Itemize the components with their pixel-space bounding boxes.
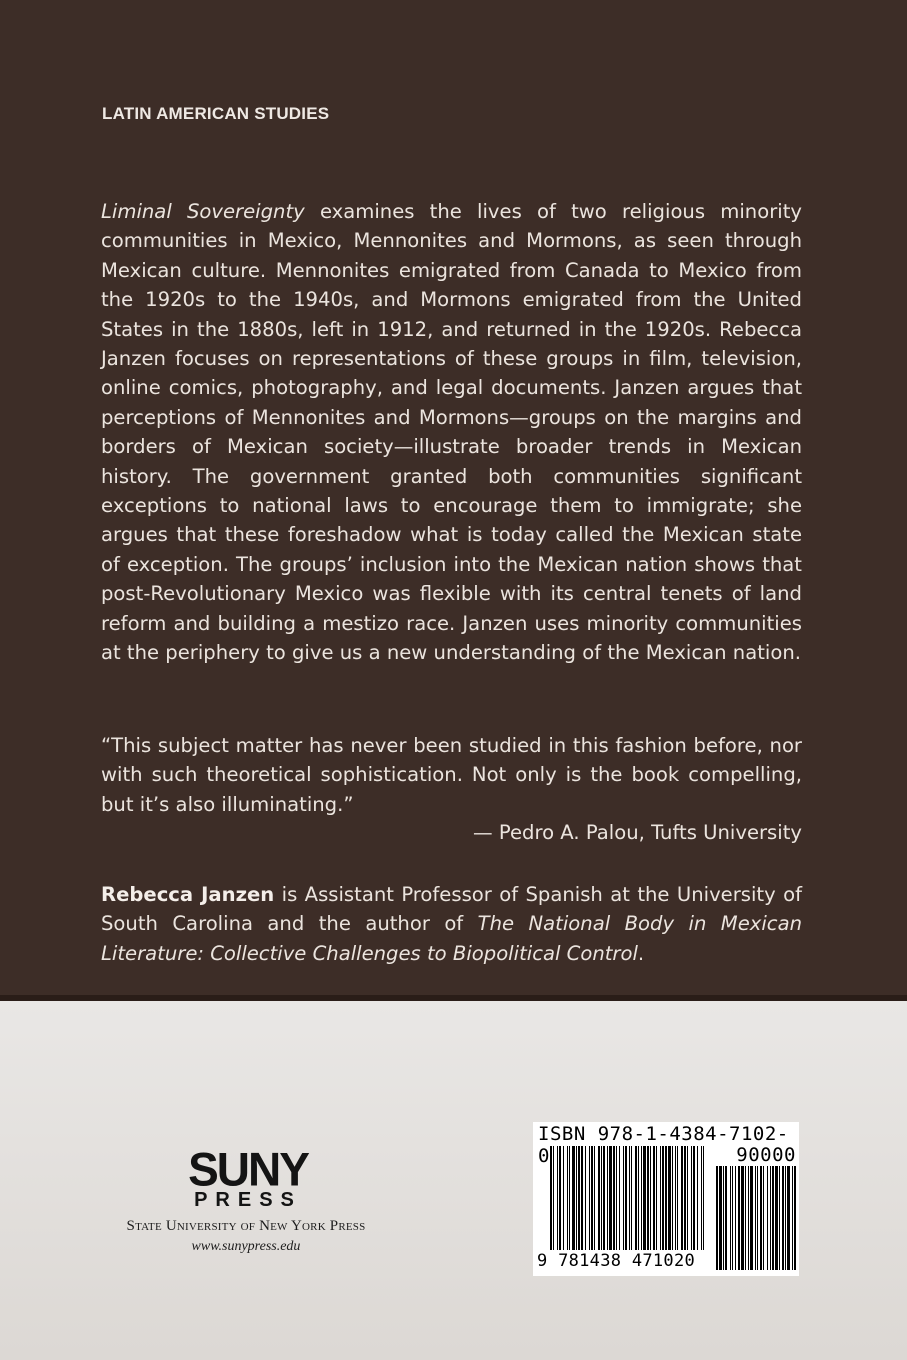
previous-book-title: The National Body in Mexican Literature: Collective Challenges to Biopolitical Control: [101, 912, 802, 965]
book-description: [101, 197, 802, 668]
logo-sub: PRESS: [194, 1189, 302, 1211]
ean-digits: 9 781438 471020: [537, 1251, 696, 1271]
author-bio-end: .: [637, 941, 645, 965]
author-name: Rebecca Janzen: [101, 883, 275, 906]
publisher-name: State University of New York Press: [126, 1218, 366, 1234]
author-bio: [101, 880, 802, 968]
logo-word: SUNY: [188, 1142, 308, 1196]
category-label: LATIN AMERICAN STUDIES: [102, 104, 330, 123]
book-title: Liminal Sovereignty: [101, 200, 305, 223]
price-code: 90000: [736, 1144, 796, 1166]
publisher-url: www.sunypress.edu: [191, 1239, 301, 1254]
endorsement-attribution: — Pedro A. Palou, Tufts University: [473, 821, 802, 844]
author-bio-text: is Assistant Professor of Spanish at the University of South Carolina and the author of: [101, 883, 802, 936]
endorsement-quote: “This subject matter has never been studied in this fashion before, nor with such theoretical sophistication. Not only is the book compelling, but it’s also illuminating.”: [101, 734, 802, 816]
suny-press-logo: [172, 1142, 324, 1214]
description-text: examines the lives of two religious minority communities in Mexico, Mennonites and Mormons, as seen through Mexican culture. Mennonites emigrated from Canada to Mexico from the 1920s to the 1940s, and Mormons emigrated from the United States in the 1880s, left in 1912, and returned in the 1920s. Rebecca Janzen focuses on representations of these groups in film, television, online comics, photography, and legal documents. Janzen argues that perceptions of Mennonites and Mormons—groups on the margins and borders of Mexican society—illustrate broader trends in Mexican history. The government granted both communities significant exceptions to national laws to encourage them to immigrate; she argues that these foreshadow what is today called the Mexican state of exception. The groups’ inclusion into the Mexican nation shows that post-Revolutionary Mexico was flexible with its central tenets of land reform and building a mestizo race. Janzen uses minority communities at the periphery to give us a new understanding of the Mexican nation.: [101, 200, 802, 665]
isbn-label: ISBN 978-1-4384-7102-0: [538, 1123, 789, 1167]
isbn-barcode: [533, 1122, 799, 1276]
